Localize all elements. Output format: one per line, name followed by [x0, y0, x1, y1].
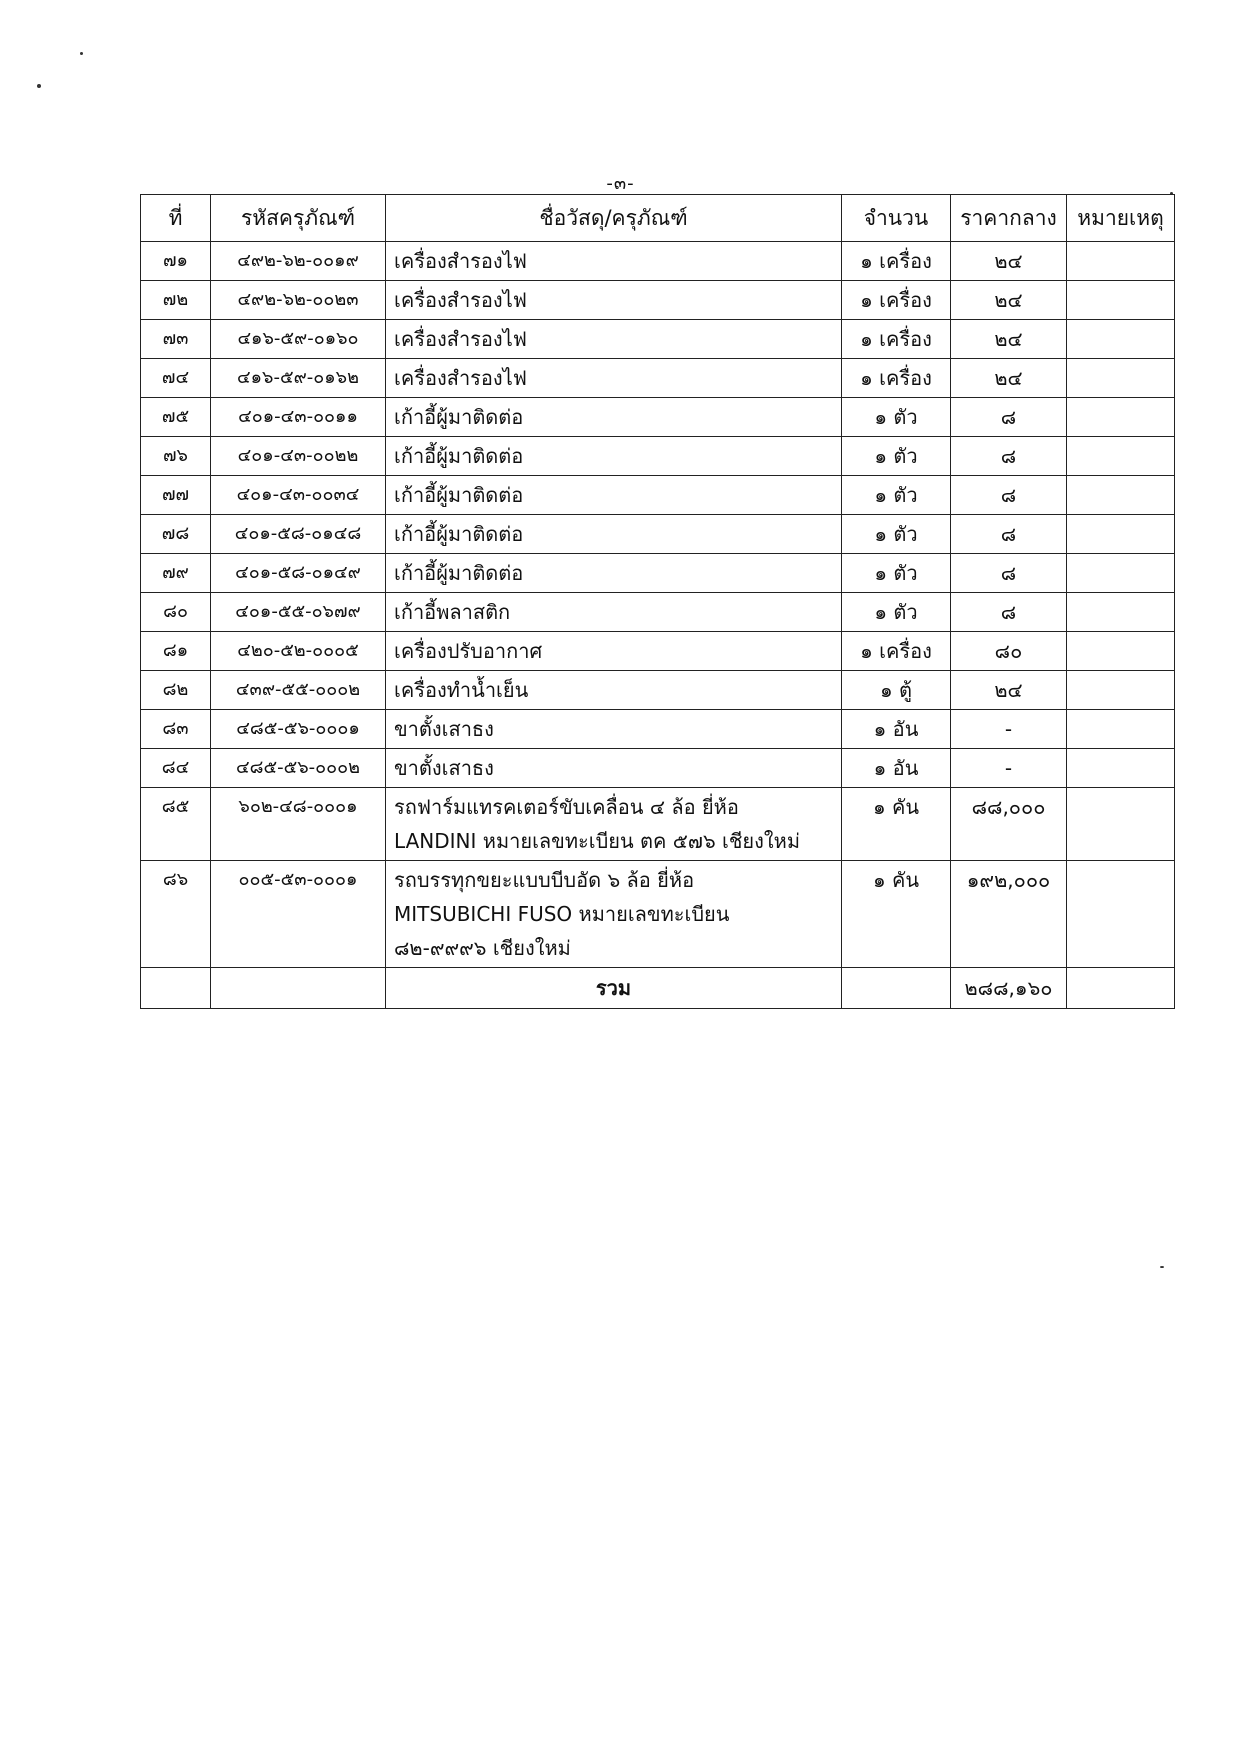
table-header-row: [141, 195, 1175, 242]
item-name: [386, 710, 842, 749]
item-quantity: ๑ คัน: [842, 788, 951, 861]
item-code: ๔๐๑-๔๓-๐๐๑๑: [211, 398, 386, 437]
item-code: ๔๘๕-๕๖-๐๐๐๒: [211, 749, 386, 788]
item-price: ๘: [951, 515, 1067, 554]
item-name: [386, 788, 842, 861]
table-row: [141, 554, 1175, 593]
item-quantity: ๑ อัน: [842, 710, 951, 749]
item-name: [386, 861, 842, 968]
item-price: ๒๔: [951, 242, 1067, 281]
item-price: ๒๔: [951, 359, 1067, 398]
item-code: ๔๐๑-๔๓-๐๐๒๒: [211, 437, 386, 476]
item-name: [386, 281, 842, 320]
item-name-line: เครื่องสำรองไฟ: [394, 327, 527, 351]
header-name: ชื่อวัสดุ/ครุภัณฑ์: [386, 195, 842, 242]
item-price: ๘: [951, 554, 1067, 593]
item-remark: [1067, 242, 1175, 281]
item-remark: [1067, 861, 1175, 968]
row-number: ๘๔: [141, 749, 211, 788]
item-name: [386, 476, 842, 515]
item-code: ๔๒๐-๕๒-๐๐๐๕: [211, 632, 386, 671]
item-name-line: LANDINI หมายเลขทะเบียน ตค ๕๗๖ เชียงใหม่: [394, 829, 801, 853]
table-row: [141, 437, 1175, 476]
row-number: ๗๑: [141, 242, 211, 281]
table-row: [141, 671, 1175, 710]
item-name: [386, 242, 842, 281]
item-name-line: เก้าอี้ผู้มาติดต่อ: [394, 444, 524, 468]
row-number: ๘๕: [141, 788, 211, 861]
item-remark: [1067, 788, 1175, 861]
row-number: ๗๖: [141, 437, 211, 476]
row-number: ๗๕: [141, 398, 211, 437]
item-name: [386, 515, 842, 554]
item-remark: [1067, 281, 1175, 320]
row-number: ๗๗: [141, 476, 211, 515]
item-quantity: ๑ คัน: [842, 861, 951, 968]
item-name-line: ๘๒-๙๙๙๖ เชียงใหม่: [394, 936, 571, 960]
item-quantity: ๑ เครื่อง: [842, 242, 951, 281]
item-name: [386, 749, 842, 788]
item-quantity: ๑ ตัว: [842, 398, 951, 437]
item-code: ๔๑๖-๕๙-๐๑๖๐: [211, 320, 386, 359]
item-code: ๖๐๒-๔๘-๐๐๐๑: [211, 788, 386, 861]
item-name-line: รถฟาร์มแทรคเตอร์ขับเคลื่อน ๔ ล้อ ยี่ห้อ: [394, 795, 739, 819]
item-price: ๘๘,๐๐๐: [951, 788, 1067, 861]
total-row: [141, 968, 1175, 1009]
item-name: [386, 398, 842, 437]
page-number: -๓-: [606, 173, 635, 194]
item-quantity: ๑ ตู้: [842, 671, 951, 710]
table-row: [141, 515, 1175, 554]
item-remark: [1067, 710, 1175, 749]
item-name-line: เครื่องสำรองไฟ: [394, 249, 527, 273]
item-remark: [1067, 671, 1175, 710]
item-price: ๘๐: [951, 632, 1067, 671]
item-price: ๘: [951, 437, 1067, 476]
header-code: รหัสครุภัณฑ์: [211, 195, 386, 242]
item-name: [386, 593, 842, 632]
item-name-line: เก้าอี้ผู้มาติดต่อ: [394, 483, 524, 507]
table-row: [141, 242, 1175, 281]
item-price: -: [951, 749, 1067, 788]
item-code: ๔๐๑-๕๕-๐๖๗๙: [211, 593, 386, 632]
table-row: [141, 749, 1175, 788]
total-label: รวม: [386, 968, 842, 1009]
item-code: ๔๑๖-๕๙-๐๑๖๒: [211, 359, 386, 398]
row-number: ๘๓: [141, 710, 211, 749]
total-blank-remark: [1067, 968, 1175, 1009]
item-code: ๔๓๙-๕๕-๐๐๐๒: [211, 671, 386, 710]
item-name-line: เก้าอี้ผู้มาติดต่อ: [394, 405, 524, 429]
item-quantity: ๑ เครื่อง: [842, 359, 951, 398]
item-code: ๔๐๑-๔๓-๐๐๓๔: [211, 476, 386, 515]
table-body: [141, 242, 1175, 968]
item-price: ๘: [951, 398, 1067, 437]
table-row: [141, 359, 1175, 398]
table-row: [141, 281, 1175, 320]
header-no: ที่: [141, 195, 211, 242]
item-name-line: เครื่องปรับอากาศ: [394, 639, 543, 663]
item-name: [386, 632, 842, 671]
table-row: [141, 476, 1175, 515]
item-name: [386, 554, 842, 593]
item-code: ๔๐๑-๕๘-๐๑๔๙: [211, 554, 386, 593]
item-remark: [1067, 437, 1175, 476]
item-quantity: ๑ ตัว: [842, 515, 951, 554]
table-row: [141, 593, 1175, 632]
item-name: [386, 437, 842, 476]
item-price: ๒๔: [951, 671, 1067, 710]
item-price: ๑๙๒,๐๐๐: [951, 861, 1067, 968]
item-name: [386, 320, 842, 359]
total-blank-code: [211, 968, 386, 1009]
row-number: ๗๓: [141, 320, 211, 359]
item-name-line: ขาตั้งเสาธง: [394, 756, 494, 780]
row-number: ๗๘: [141, 515, 211, 554]
row-number: ๗๙: [141, 554, 211, 593]
item-code: ๔๐๑-๕๘-๐๑๔๘: [211, 515, 386, 554]
item-remark: [1067, 749, 1175, 788]
item-quantity: ๑ เครื่อง: [842, 281, 951, 320]
table-row: [141, 398, 1175, 437]
row-number: ๘๑: [141, 632, 211, 671]
item-remark: [1067, 554, 1175, 593]
table-row: [141, 861, 1175, 968]
item-price: ๒๔: [951, 320, 1067, 359]
table-row: [141, 710, 1175, 749]
item-quantity: ๑ อัน: [842, 749, 951, 788]
item-quantity: ๑ ตัว: [842, 476, 951, 515]
item-name-line: เก้าอี้ผู้มาติดต่อ: [394, 522, 524, 546]
item-name-line: เครื่องสำรองไฟ: [394, 366, 527, 390]
item-name-line: ขาตั้งเสาธง: [394, 717, 494, 741]
item-name: [386, 671, 842, 710]
scan-speck: [37, 84, 41, 88]
row-number: ๘๒: [141, 671, 211, 710]
table-row: [141, 788, 1175, 861]
inventory-table: [140, 194, 1175, 1009]
row-number: ๗๔: [141, 359, 211, 398]
item-price: ๒๔: [951, 281, 1067, 320]
item-remark: [1067, 398, 1175, 437]
row-number: ๘๖: [141, 861, 211, 968]
item-name-line: เครื่องสำรองไฟ: [394, 288, 527, 312]
item-name-line: รถบรรทุกขยะแบบบีบอัด ๖ ล้อ ยี่ห้อ: [394, 868, 695, 892]
item-code: ๐๐๕-๕๓-๐๐๐๑: [211, 861, 386, 968]
header-qty: จำนวน: [842, 195, 951, 242]
scan-speck: [1160, 1266, 1164, 1268]
item-price: ๘: [951, 476, 1067, 515]
item-name-line: เก้าอี้พลาสติก: [394, 600, 511, 624]
item-remark: [1067, 359, 1175, 398]
scan-speck: [80, 52, 83, 55]
total-blank-qty: [842, 968, 951, 1009]
item-remark: [1067, 515, 1175, 554]
row-number: ๘๐: [141, 593, 211, 632]
item-name-line: เครื่องทำน้ำเย็น: [394, 678, 529, 702]
header-remark: หมายเหตุ: [1067, 195, 1175, 242]
item-quantity: ๑ ตัว: [842, 554, 951, 593]
row-number: ๗๒: [141, 281, 211, 320]
item-name-line: MITSUBICHI FUSO หมายเลขทะเบียน: [394, 902, 730, 926]
item-quantity: ๑ เครื่อง: [842, 632, 951, 671]
item-price: -: [951, 710, 1067, 749]
total-price: ๒๘๘,๑๖๐: [951, 968, 1067, 1009]
header-price: ราคากลาง: [951, 195, 1067, 242]
item-remark: [1067, 593, 1175, 632]
item-code: ๔๘๕-๕๖-๐๐๐๑: [211, 710, 386, 749]
total-blank-no: [141, 968, 211, 1009]
item-remark: [1067, 632, 1175, 671]
item-quantity: ๑ ตัว: [842, 593, 951, 632]
table-row: [141, 632, 1175, 671]
item-remark: [1067, 320, 1175, 359]
item-name-line: เก้าอี้ผู้มาติดต่อ: [394, 561, 524, 585]
table-row: [141, 320, 1175, 359]
item-code: ๔๙๒-๖๒-๐๐๒๓: [211, 281, 386, 320]
item-quantity: ๑ ตัว: [842, 437, 951, 476]
item-quantity: ๑ เครื่อง: [842, 320, 951, 359]
item-code: ๔๙๒-๖๒-๐๐๑๙: [211, 242, 386, 281]
item-remark: [1067, 476, 1175, 515]
item-price: ๘: [951, 593, 1067, 632]
item-name: [386, 359, 842, 398]
